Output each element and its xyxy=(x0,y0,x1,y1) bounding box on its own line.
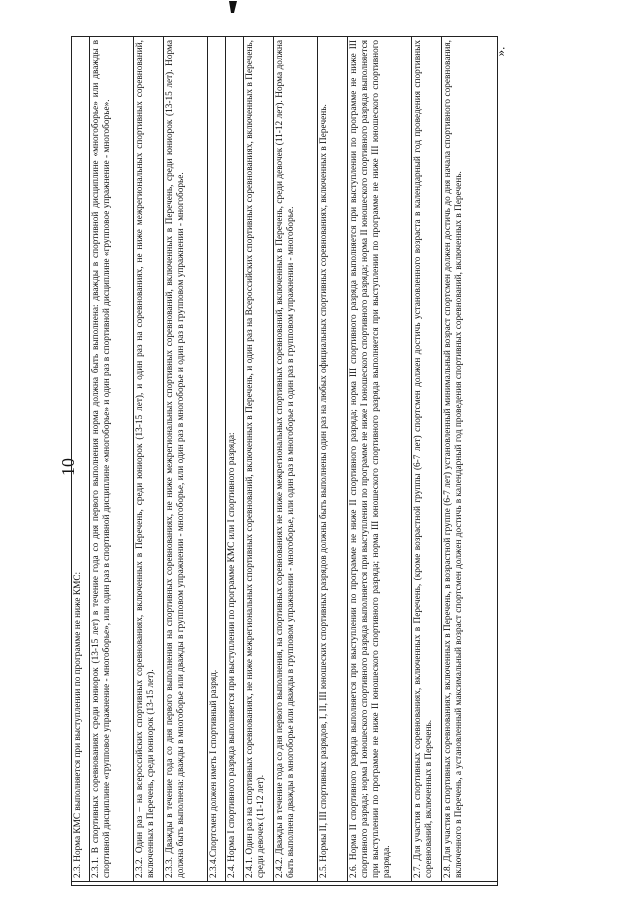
document-page xyxy=(71,36,497,886)
left-column xyxy=(72,882,498,886)
table-row xyxy=(208,37,226,886)
clause-2-7: 2.7. Для участия в спортивных соревнованиях, включенных в Перечень, (кроме возрастной группы (6-7 лет) спортсмен должен достичь установленного возраста в календарный год проведения спортивных соревнований, включенных в Перечень. xyxy=(412,37,442,882)
norms-table xyxy=(71,36,498,886)
table-row xyxy=(318,37,348,886)
clause-2-3-3: 2.3.3. Дважды в течение года со дня первого выполнения на спортивных соревнованиях, не ниже межрегиональных спортивных соревнований, включенных в Перечень, среди юниорок (13-15 лет). Норма должна быть выполнена: дважды в многоборье или дважды в групповом упражнении - многоборье, или один раз в многоборье и один раз в групповом упражнении - многоборье. xyxy=(164,37,208,882)
clause-2-8: 2.8. Для участия в спортивных соревнованиях, включенных в Перечень, в возрастной группе (6-7 лет) установленный минимальный возраст спортсмен должен достичь до дня начала спортивного соревнования, включенного в Перечень, а установленный максимальный возраст спортсмен должен достичь в календарный год проведения спортивных соревнований, включенных в Перечень. xyxy=(442,37,498,882)
table-row xyxy=(348,37,412,886)
clause-2-4-2: 2.4.2. Дважды в течение года со дня первого выполнения, на спортивных соревнованиях не ниже межрегиональных спортивных соревнований, включенных в Перечень, среди девочек (11-12 лет). Норма должна быть выполнена дважды в многоборье или дважды в групповом упражнении - многоборье, или один раз в многоборье и один раз в групповом упражнении - многоборье. xyxy=(274,37,318,882)
clause-2-4: 2.4. Норма I спортивного разряда выполняется при выступлении по программе КМС или I спортивного разряда: xyxy=(226,37,244,882)
table-row xyxy=(244,37,274,886)
page-number: 10 xyxy=(58,458,78,476)
table-row xyxy=(72,37,90,886)
clause-2-6: 2.6. Норма II спортивного разряда выполняется при выступлении по программе не ниже II спортивного разряда; норма III спортивного разряда выполняется при выступлении по программе не ниже III спортивного разряда; норма I юношеского спортивного разряда выполняется при выступлении по программе не ниже I юношеского спортивного разряда; норма II юношеского спортивного разряда выполняется при выступлении по программе не ниже II юношеского спортивного разряда; норма III юношеского спортивного разряда выполняется при выступлении по программе не ниже III юношеского спортивного разряда. xyxy=(348,37,412,882)
table-row xyxy=(164,37,208,886)
table-row xyxy=(226,37,244,886)
table-row xyxy=(412,37,442,886)
clause-2-3-2: 2.3.2. Один раз – на всероссийских спортивных соревнованиях, включенных в Перечень, среди юниорок (13-15 лет), и один раз на соревнованиях, не ниже межрегиональных спортивных соревнований, включенных в Перечень, среди юниорок (13-15 лет). xyxy=(134,37,164,882)
clause-2-3-1: 2.3.1. В спортивных соревнованиях среди юниорок (13-15 лет) в течение года со дня первого выполнения норма должна быть выполнена: дважды в спортивной дисциплине «многоборье» или дважды в спортивной дисциплине «групповое упражнение - многоборье», или один раз в спортивной дисциплине «многоборье» и один раз в спортивной дисциплине «групповое упражнение - многоборье». xyxy=(90,37,134,882)
table-row xyxy=(134,37,164,886)
scan-mark-icon xyxy=(226,0,240,14)
closing-quote-mark: ». xyxy=(492,46,508,56)
clause-2-5: 2.5. Нормы II, III спортивных разрядов, I, II, III юношеских спортивных разрядов должны быть выполнены один раз на любых официальных спортивных соревнованиях, включенных в Перечень. xyxy=(318,37,348,882)
table-row xyxy=(274,37,318,886)
clause-2-3: 2.3. Норма КМС выполняется при выступлении по программе не ниже КМС: xyxy=(72,37,90,882)
clause-2-4-1: 2.4.1. Один раз на спортивных соревнованиях, не ниже межрегиональных спортивных соревнований, включенных в Перечень, и один раз на Всероссийских спортивных соревнованиях, включенных в Перечень, среди девочек (11-12 лет). xyxy=(244,37,274,882)
clause-2-3-4: 2.3.4.Спортсмен должен иметь I спортивный разряд. xyxy=(208,37,226,882)
table-row xyxy=(90,37,134,886)
table-row xyxy=(442,37,498,886)
